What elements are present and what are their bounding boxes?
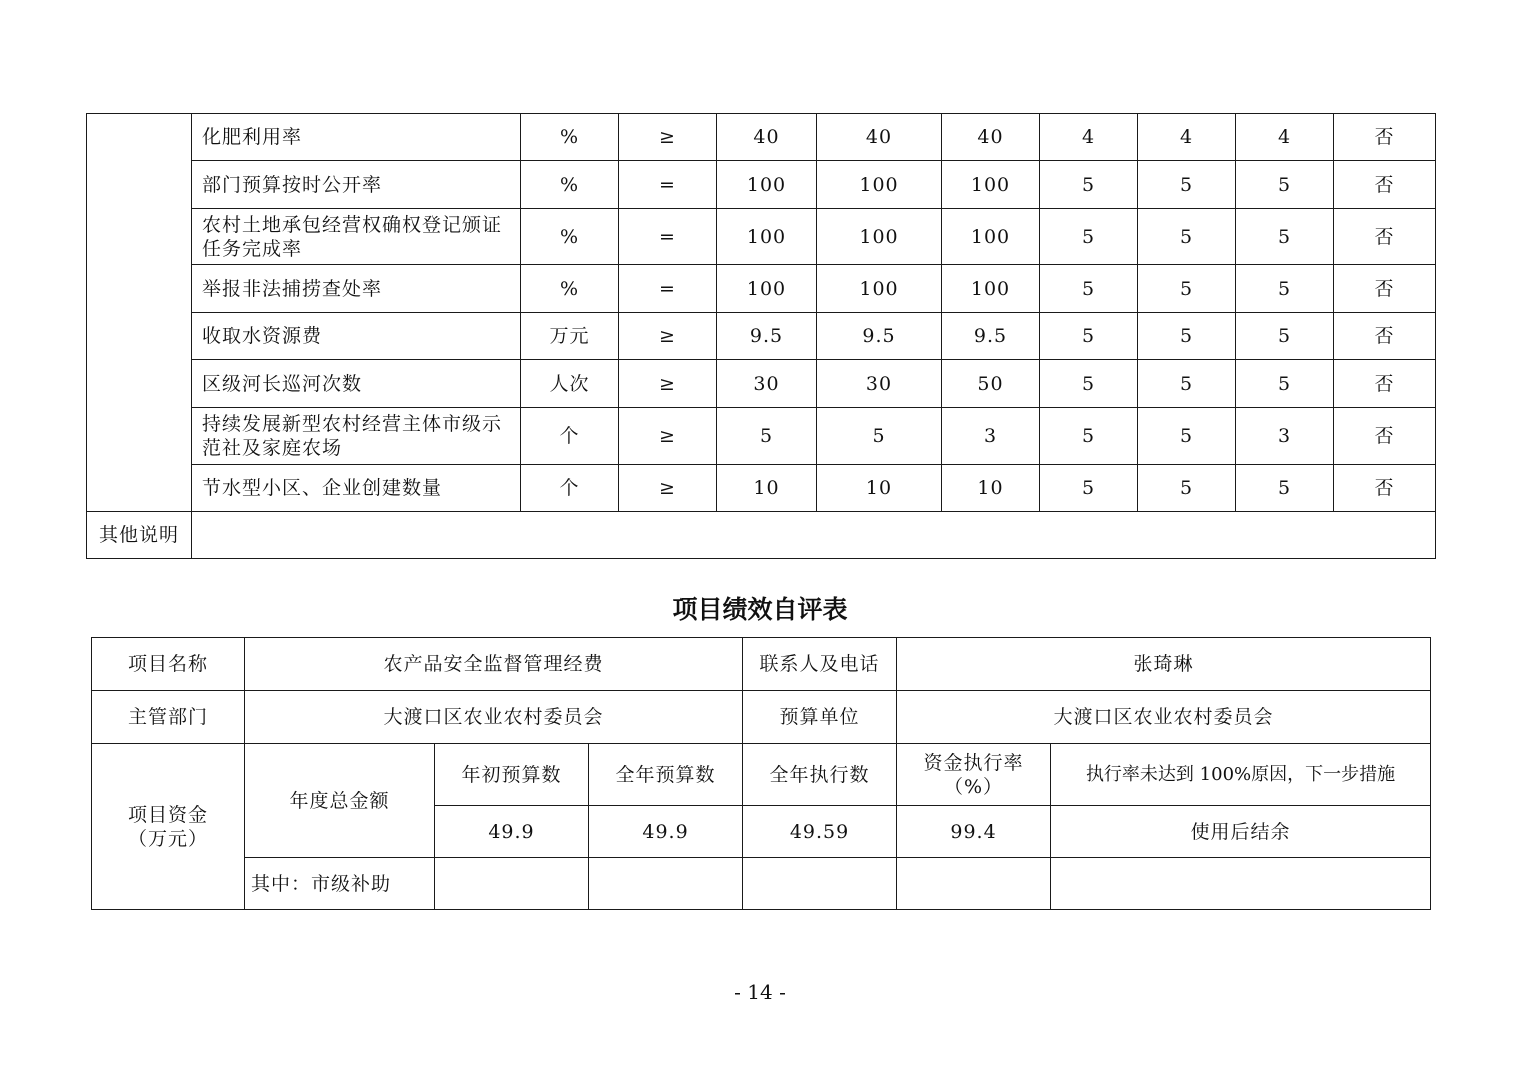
col-exec-rate-line2: （%） [944,775,1004,798]
indicator-flag: 否 [1334,408,1436,465]
sub-funding-row [92,858,1431,910]
indicator-target-full-year: 40 [817,114,942,161]
col-initial-budget: 年初预算数 [435,744,589,806]
section-title: 项目绩效自评表 [672,595,848,624]
project-self-eval-table [91,637,1431,910]
indicator-unit: 个 [521,465,619,512]
department-row [92,691,1431,744]
contact-label: 联系人及电话 [743,638,897,691]
indicator-score-a: 5 [1138,360,1236,408]
indicator-unit: % [521,209,619,265]
indicator-name: 部门预算按时公开率 [192,161,521,209]
indicator-flag: 否 [1334,313,1436,360]
col-exec-rate [897,744,1051,806]
indicator-op: = [619,161,717,209]
indicator-actual: 100 [942,265,1040,313]
indicator-weight: 5 [1040,313,1138,360]
indicator-name: 收取水资源费 [192,313,521,360]
indicator-target-year-start: 10 [717,465,817,512]
annual-total-label: 年度总金额 [245,744,435,858]
indicator-name: 农村土地承包经营权确权登记颁证任务完成率 [192,209,521,265]
sub-cell [897,858,1051,910]
indicator-target-full-year: 30 [817,360,942,408]
indicator-actual: 10 [942,465,1040,512]
indicator-row [87,360,1436,408]
indicator-op: ≥ [619,360,717,408]
indicator-score-a: 5 [1138,209,1236,265]
funds-label-line1: 项目资金 [127,803,208,826]
sub-funding-label: 其中：市级补助 [245,858,435,910]
indicator-name: 持续发展新型农村经营主体市级示范社及家庭农场 [192,408,521,465]
sub-cell [1051,858,1431,910]
indicator-flag: 否 [1334,114,1436,161]
project-name-value: 农产品安全监督管理经费 [245,638,743,691]
indicator-target-full-year: 100 [817,265,942,313]
indicator-weight: 5 [1040,408,1138,465]
indicator-weight: 5 [1040,161,1138,209]
indicator-target-year-start: 100 [717,265,817,313]
indicator-target-year-start: 100 [717,209,817,265]
indicator-weight: 5 [1040,265,1138,313]
funds-header-row [92,744,1431,806]
indicator-score-b: 4 [1236,114,1334,161]
sub-cell [435,858,589,910]
indicator-score-a: 5 [1138,313,1236,360]
indicator-unit: % [521,114,619,161]
col-full-exec: 全年执行数 [743,744,897,806]
indicator-weight: 4 [1040,114,1138,161]
indicator-score-a: 4 [1138,114,1236,161]
col-reason: 执行率未达到 100%原因，下一步措施 [1051,744,1431,806]
indicator-row [87,408,1436,465]
indicator-name: 节水型小区、企业创建数量 [192,465,521,512]
indicator-unit: 个 [521,408,619,465]
full-exec-value: 49.59 [743,806,897,858]
indicator-target-year-start: 100 [717,161,817,209]
indicator-target-full-year: 100 [817,209,942,265]
indicator-name: 化肥利用率 [192,114,521,161]
indicator-flag: 否 [1334,209,1436,265]
indicator-score-b: 5 [1236,313,1334,360]
indicator-score-b: 5 [1236,360,1334,408]
indicator-target-year-start: 5 [717,408,817,465]
indicator-unit: % [521,265,619,313]
funds-label [92,744,245,910]
indicator-row [87,161,1436,209]
indicator-actual: 100 [942,209,1040,265]
sub-cell [589,858,743,910]
indicator-score-b: 5 [1236,161,1334,209]
indicator-flag: 否 [1334,360,1436,408]
dept-label: 主管部门 [92,691,245,744]
other-notes-label: 其他说明 [87,512,192,559]
col-exec-rate-line1: 资金执行率 [923,751,1024,774]
indicator-weight: 5 [1040,360,1138,408]
indicator-target-full-year: 10 [817,465,942,512]
indicator-actual: 50 [942,360,1040,408]
contact-value: 张琦琳 [897,638,1431,691]
indicator-op: ≥ [619,465,717,512]
full-budget-value: 49.9 [589,806,743,858]
indicator-op: ≥ [619,313,717,360]
col-full-budget: 全年预算数 [589,744,743,806]
indicator-op: ≥ [619,114,717,161]
indicator-target-year-start: 30 [717,360,817,408]
indicator-score-a: 5 [1138,265,1236,313]
project-name-label: 项目名称 [92,638,245,691]
indicator-unit: 万元 [521,313,619,360]
indicator-score-b: 5 [1236,265,1334,313]
indicator-op: = [619,209,717,265]
indicator-actual: 9.5 [942,313,1040,360]
indicator-row [87,465,1436,512]
indicator-target-full-year: 5 [817,408,942,465]
indicator-op: ≥ [619,408,717,465]
funds-label-line2: （万元） [127,827,208,850]
indicator-flag: 否 [1334,265,1436,313]
indicator-unit: 人次 [521,360,619,408]
page-number: - 14 - [734,980,786,1004]
indicator-weight: 5 [1040,465,1138,512]
project-name-row [92,638,1431,691]
indicator-group-cell [87,114,192,512]
indicator-score-b: 3 [1236,408,1334,465]
indicator-score-a: 5 [1138,408,1236,465]
indicator-actual: 40 [942,114,1040,161]
initial-budget-value: 49.9 [435,806,589,858]
indicator-row [87,209,1436,265]
indicator-target-full-year: 9.5 [817,313,942,360]
indicator-op: = [619,265,717,313]
indicator-weight: 5 [1040,209,1138,265]
indicator-flag: 否 [1334,465,1436,512]
indicator-score-b: 5 [1236,209,1334,265]
indicator-target-year-start: 40 [717,114,817,161]
exec-rate-value: 99.4 [897,806,1051,858]
indicator-name: 区级河长巡河次数 [192,360,521,408]
other-notes-value [192,512,1436,559]
indicator-unit: % [521,161,619,209]
indicator-target-full-year: 100 [817,161,942,209]
budget-unit-label: 预算单位 [743,691,897,744]
indicator-name: 举报非法捕捞查处率 [192,265,521,313]
sub-cell [743,858,897,910]
indicator-actual: 3 [942,408,1040,465]
indicator-actual: 100 [942,161,1040,209]
indicator-score-b: 5 [1236,465,1334,512]
indicator-flag: 否 [1334,161,1436,209]
indicator-row [87,265,1436,313]
indicator-row [87,114,1436,161]
indicator-target-year-start: 9.5 [717,313,817,360]
indicator-table [86,113,1436,559]
indicator-row [87,313,1436,360]
indicator-score-a: 5 [1138,465,1236,512]
budget-unit-value: 大渡口区农业农村委员会 [897,691,1431,744]
reason-value: 使用后结余 [1051,806,1431,858]
other-notes-row [87,512,1436,559]
dept-value: 大渡口区农业农村委员会 [245,691,743,744]
indicator-score-a: 5 [1138,161,1236,209]
